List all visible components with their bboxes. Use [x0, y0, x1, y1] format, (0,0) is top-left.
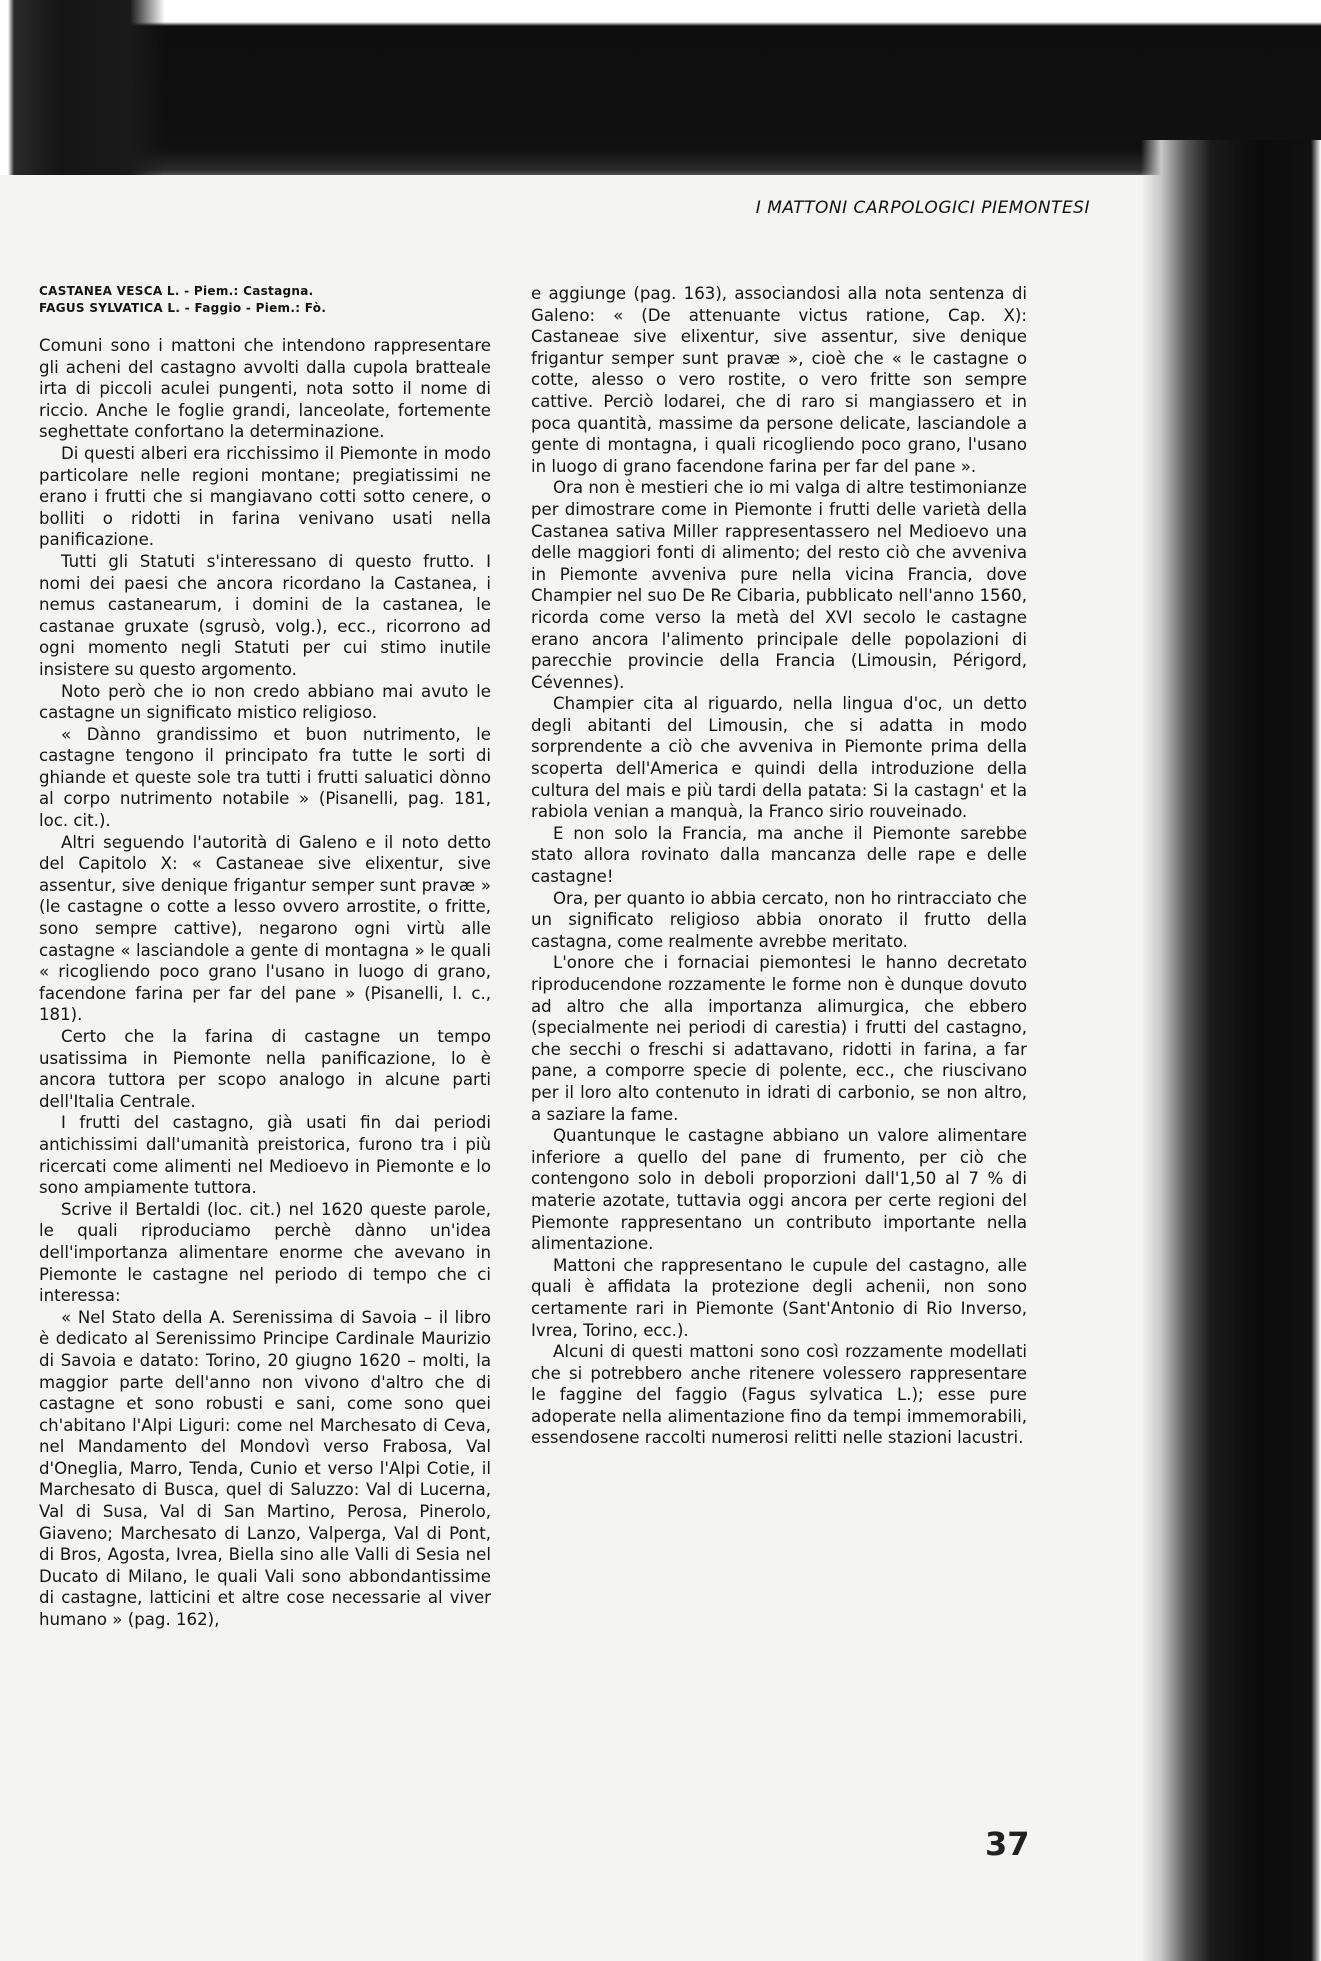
- paragraph: Altri seguendo l'autorità di Galeno e il noto detto del Capitolo X: « Castaneae sive elixentur, sive assentur, sive denique frigantur semper sunt pravæ » (le castagne o cotte a lesso ovvero arrostite, o fritte, sono sempre cattive), negarono ogni virtù alle castagne « lasciandole a gente di montagna » le quali « ricogliendo poco grano l'usano in luogo di grano, facendone farina per far del pane » (Pisanelli, l. c., 181).: [39, 832, 491, 1025]
- paragraph: Ora non è mestieri che io mi valga di altre testimonianze per dimostrare come in Piemonte i frutti delle varietà della Castanea sativa Miller rappresentassero nel Medioevo una delle maggiori fonti di alimento; del resto ciò che avveniva in Piemonte avveniva pure nella vicina Francia, dove Champier nel suo De Re Cibaria, pubblicato nell'anno 1560, ricorda come verso la metà del XVI secolo le castagne erano ancora l'alimento principale delle popolazioni di parecchie provincie della Francia (Limousin, Périgord, Cévennes).: [531, 478, 1027, 692]
- paragraph: Champier cita al riguardo, nella lingua d'oc, un detto degli abitanti del Limousin, che si adatta in modo sorprendente a ciò che avveniva in Piemonte prima della scoperta dell'America e quindi della introduzione della cultura del mais e più tardi della patata: Si la castagn' et la rabiola venian a manquà, la Franco sirio rouveinado.: [531, 694, 1027, 822]
- paragraph: L'onore che i fornaciai piemontesi le hanno decretato riproducendone rozzamente le forme non è dunque dovuto ad altro che alla importanza alimurgica, che ebbero (specialmente nei periodi di carestia) i frutti del castagno, che secchi o freschi si adattavano, ridotti in farina, a far pane, a comporre specie di polente, ecc., che riuscivano per il loro alto contenuto in idrati di carbonio, se non altro, a saziare la fame.: [531, 953, 1027, 1124]
- running-head: I MATTONI CARPOLOGICI PIEMONTESI: [755, 198, 1090, 218]
- paragraph: E non solo la Francia, ma anche il Piemonte sarebbe stato allora rovinato dalla mancanza delle rape e delle castagne!: [531, 823, 1027, 887]
- paragraph: Scrive il Bertaldi (loc. cit.) nel 1620 queste parole, le quali riproduciamo perchè dànno un'idea dell'importanza alimentare enorme che avevano in Piemonte le castagne nel periodo di tempo che ci interessa:: [39, 1199, 491, 1306]
- paragraph: Mattoni che rappresentano le cupule del castagno, alle quali è affidata la protezione degli achenii, non sono certamente rari in Piemonte (Sant'Antonio di Rio Inverso, Ivrea, Torino, ecc.).: [531, 1255, 1027, 1340]
- species-heading-castanea: CASTANEA VESCA L. - Piem.: Castagna.: [39, 284, 314, 298]
- paragraph: Di questi alberi era ricchissimo il Piemonte in modo particolare nelle regioni montane; pregiatissimi ne erano i frutti che si mangiavano cotti sotto cenere, o bolliti o ridotti in farina venivano usati nella panificazione.: [39, 443, 491, 550]
- paragraph: « Nel Stato della A. Serenissima di Savoia – il libro è dedicato al Serenissimo Principe Cardinale Maurizio di Savoia e datato: Torino, 20 giugno 1620 – molti, la maggior parte dell'anno non vivono d'altro che di castagne et sono robusti e sani, come sono quei ch'abitano l'Alpi Liguri: come nel Marchesato di Ceva, nel Mandamento del Mondovì verso Frabosa, Val d'Oneglia, Marro, Tenda, Cunio et verso l'Alpi Cotie, il Marchesato di Busca, quel di Saluzzo: Val di Lucerna, Val di Susa, Val di San Martino, Perosa, Pinerolo, Giaveno; Marchesato di Lanzo, Valperga, Val di Pont, di Bros, Agosta, Ivrea, Biella sino alle Valli di Sesia nel Ducato di Milano, le quali Vali sono abbondantissime di castagne, latticini et altre cose necessarie al viver humano » (pag. 162),: [39, 1307, 491, 1630]
- paragraph: Alcuni di questi mattoni sono così rozzamente modellati che si potrebbero anche ritenere volessero rappresentare le faggine del faggio (Fagus sylvatica L.); esse pure adoperate nella alimentazione fino da tempi immemorabili, essendosene raccolti numerosi relitti nelle stazioni lacustri.: [531, 1342, 1027, 1448]
- photo-shadow-top: [0, 0, 1321, 200]
- paragraph: « Dànno grandissimo et buon nutrimento, le castagne tengono il principato fra tutte le sorti di ghiande et queste sole tra tutti i frutti saluatici dònno al corpo nutrimento notabile » (Pisanelli, pag. 181, loc. cit.).: [39, 724, 491, 831]
- paragraph: Certo che la farina di castagne un tempo usatissima in Piemonte nella panificazione, lo è ancora tuttora per scopo analogo in alcune parti dell'Italia Centrale.: [39, 1027, 491, 1111]
- paragraph: Noto però che io non credo abbiano mai avuto le castagne un significato mistico religioso.: [39, 681, 491, 723]
- paragraph: Tutti gli Statuti s'interessano di questo frutto. I nomi dei paesi che ancora ricordano la Castanea, i nemus castanearum, i domini de la castanea, le castanae gruxate (sgrusò, volg.), ecc., ricorrono ad ogni momento negli Statuti per cui stimo inutile insistere su questo argomento.: [39, 551, 491, 679]
- page-number: 37: [985, 1825, 1030, 1863]
- paragraph: Comuni sono i mattoni che intendono rappresentare gli acheni del castagno avvolti dalla cupola bratteale irta di piccoli aculei pungenti, nota sotto il nome di riccio. Anche le foglie grandi, lanceolate, fortemente seghettate confortano la determinazione.: [39, 336, 491, 442]
- paragraph: I frutti del castagno, già usati fin dai periodi antichissimi dall'umanità preistorica, furono tra i più ricercati come alimenti nel Medioevo in Piemonte e lo sono ampiamente tuttora.: [39, 1113, 491, 1198]
- right-column: [531, 283, 1027, 1449]
- paragraph: Ora, per quanto io abbia cercato, non ho rintracciato che un significato religioso abbia onorato il frutto della castagna, come realmente avrebbe meritato.: [531, 888, 1027, 951]
- paragraph: e aggiunge (pag. 163), associandosi alla nota sentenza di Galeno: « (De attenuante victus ratione, Cap. X): Castaneae sive elixentur, sive assentur, sive denique frigantur semper sunt pravæ », cioè che « le castagne o cotte, alesso o vero rostite, o vero fritte son sempre cattive. Perciò lodarei, che di raro si mangiassero et in poca quantità, massime da persone delicate, lasciandole a gente di montagna, i quali ricogliendo poco grano, l'usano in luogo di grano facendone farina per far del pane ».: [531, 284, 1027, 476]
- left-column: [39, 283, 491, 1631]
- paragraph: Quantunque le castagne abbiano un valore alimentare inferiore a quello del pane di frumento, per ciò che contengono solo in deboli proporzioni dall'1,50 al 7 % di materie azotate, tuttavia oggi ancora per certe regioni del Piemonte rappresentano un contributo importante nella alimentazione.: [531, 1126, 1027, 1254]
- photo-shadow-right: [1141, 140, 1321, 1961]
- species-heading-fagus: FAGUS SYLVATICA L. - Faggio - Piem.: Fò.: [39, 301, 327, 315]
